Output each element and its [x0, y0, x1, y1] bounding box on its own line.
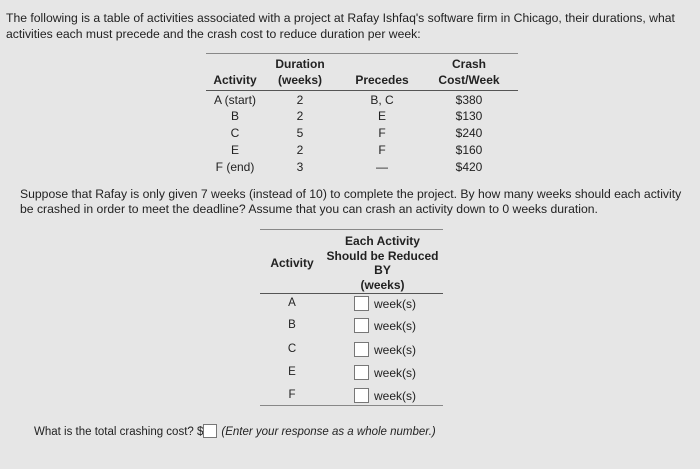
answer-row-unit: week(s) [374, 319, 417, 333]
question-text: Suppose that Rafay is only given 7 weeks (instead of 10) to complete the project. By how many weeks should each activity be crashed in order to meet the deadline? Assume that you can crash an activity down to 0 weeks duration. [20, 187, 682, 216]
header-duration: Duration [275, 57, 325, 71]
table-row-precedes: B, C [370, 93, 394, 107]
answer-header-reduction [320, 234, 445, 292]
table-row-activity: A (start) [213, 93, 256, 107]
header-activity: Activity [213, 73, 257, 87]
answer-row-activity: C [287, 343, 297, 355]
table-row-crash: $130 [455, 109, 483, 123]
answer-header-activity: Activity [270, 256, 314, 270]
table-row-precedes: E [377, 109, 386, 123]
table-row-crash: $420 [455, 160, 483, 174]
answer-row-unit: week(s) [374, 343, 417, 357]
table-row-crash: $240 [455, 126, 483, 140]
reduce-a-input[interactable] [354, 296, 369, 311]
answer-table-bottom-rule [260, 405, 443, 406]
table-top-rule [206, 53, 518, 54]
header-cost-week: Cost/Week [438, 73, 500, 87]
table-row-precedes: F [378, 143, 386, 157]
table-row-precedes: — [376, 160, 388, 174]
reduce-c-input[interactable] [354, 342, 369, 357]
answer-row-activity: E [288, 366, 296, 378]
answer-header-line3: BY [374, 263, 391, 277]
header-crash: Crash [451, 57, 486, 71]
answer-row-activity: F [288, 389, 296, 401]
answer-row-unit: week(s) [374, 297, 417, 311]
answer-table-header-rule [260, 293, 443, 294]
answer-table-top-rule [260, 229, 443, 230]
answer-row-activity: A [288, 297, 296, 309]
answer-header-line4: (weeks) [360, 277, 405, 292]
reduce-f-input[interactable] [354, 388, 369, 403]
intro-text: The following is a table of activities associated with a project at Rafay Ishfaq's software firm in Chicago, their durations, what activities each must precede and the crash cost to reduce duration per week: [6, 11, 675, 41]
total-cost-input[interactable] [203, 424, 217, 438]
table-row-crash: $380 [455, 93, 483, 107]
table-row-duration: 5 [296, 126, 304, 140]
answer-header-line2: Should be Reduced [326, 248, 439, 263]
header-precedes: Precedes [355, 73, 409, 87]
table-row-activity: C [230, 126, 240, 140]
answer-header-line1: Each Activity [345, 234, 420, 248]
total-cost-hint: (Enter your response as a whole number.) [221, 426, 436, 438]
table-header-rule [206, 90, 518, 91]
table-row-duration: 2 [296, 143, 304, 157]
table-row-duration: 3 [296, 160, 304, 174]
table-row-duration: 2 [296, 93, 304, 107]
answer-row-activity: B [288, 319, 296, 331]
table-row-activity: E [230, 143, 239, 157]
total-cost-line [34, 424, 436, 438]
table-row-activity: B [230, 109, 239, 123]
answer-row-unit: week(s) [374, 366, 417, 380]
total-cost-label: What is the total crashing cost? $ [34, 426, 204, 438]
answer-row-unit: week(s) [374, 389, 417, 403]
reduce-e-input[interactable] [354, 365, 369, 380]
table-row-precedes: F [378, 126, 386, 140]
table-row-duration: 2 [296, 109, 304, 123]
reduce-b-input[interactable] [354, 318, 369, 333]
table-row-activity: F (end) [215, 160, 255, 174]
table-row-crash: $160 [455, 143, 483, 157]
header-weeks: (weeks) [277, 73, 323, 87]
